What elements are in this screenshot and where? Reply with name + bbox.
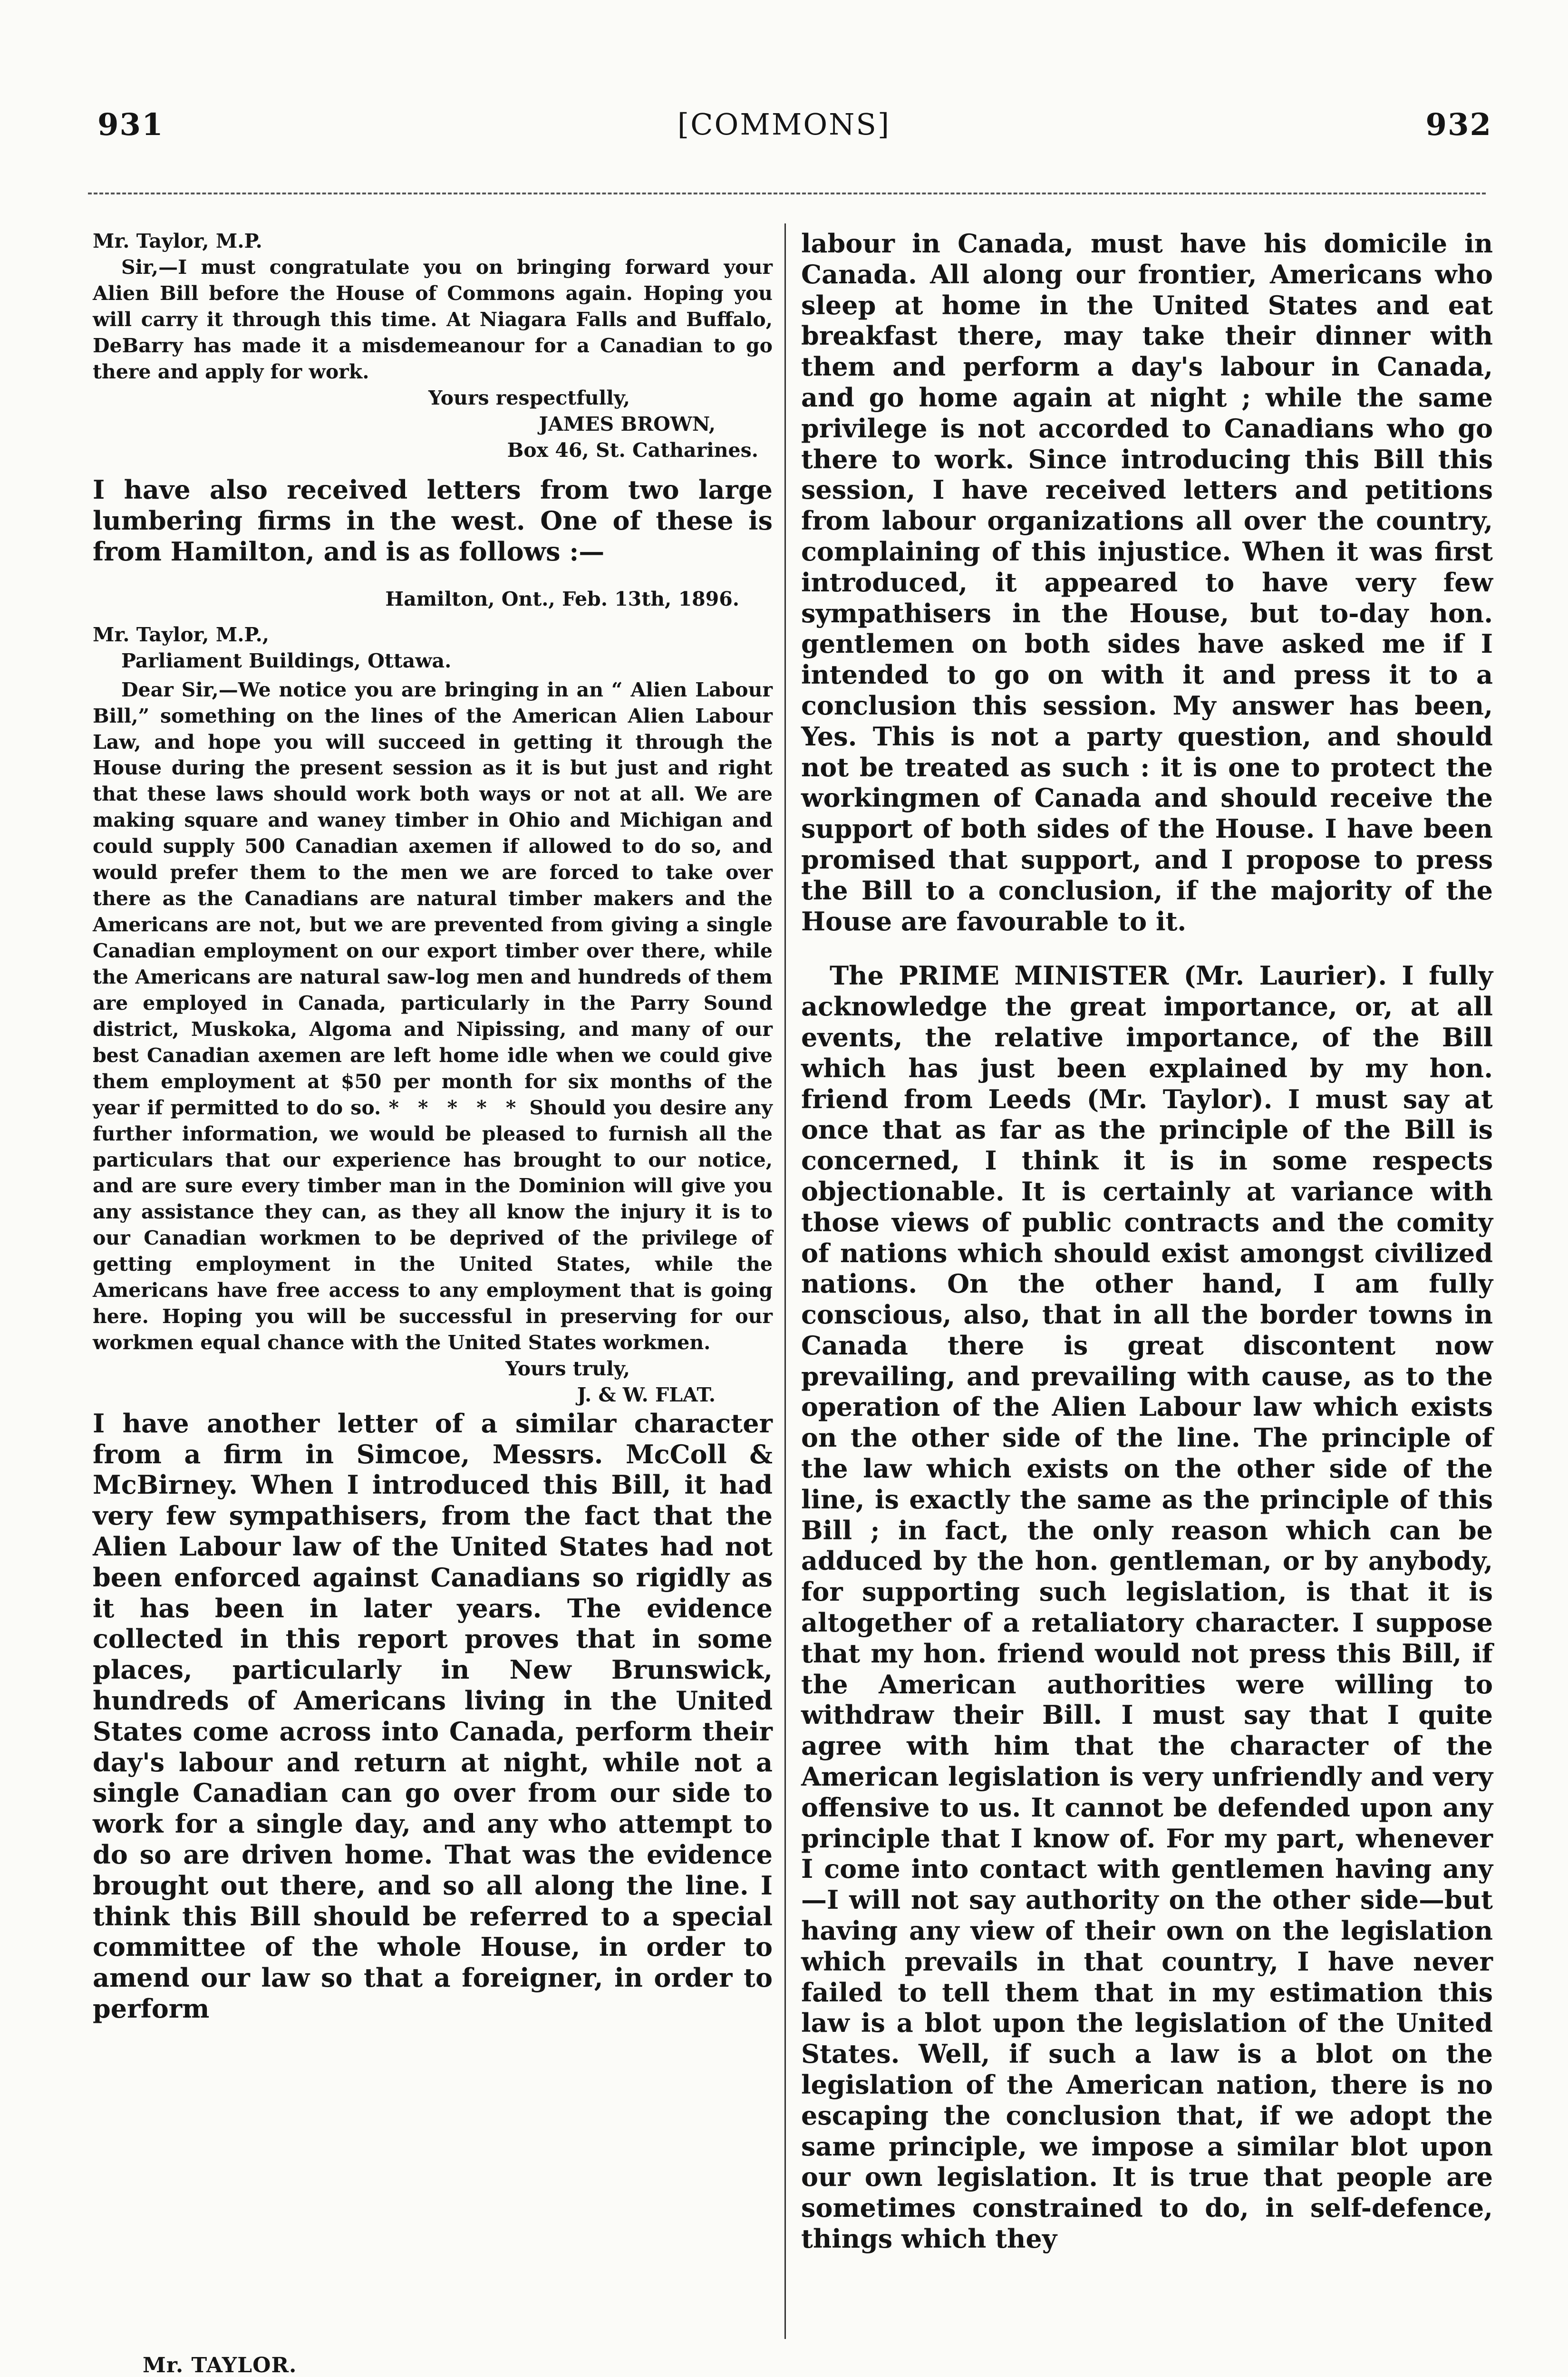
left-column [93, 228, 773, 2024]
letter2-body-b: Should you desire any further information, we would be pleased to furnish all the particulars that our experience has brought to our notice, and are sure every timber man in the Dominion will give you any assistance they can, as they all know the injury it is to our Canadian workmen to be deprived of the privilege of getting employment in the United States, while the Americans have free access to any employment that is going here. Hoping you will be successful in preserving for our workmen equal chance with the United States workmen. [93, 1096, 773, 1354]
running-head: [COMMONS] [677, 107, 891, 142]
letter2-addressee: Mr. Taylor, M.P., [93, 623, 270, 646]
letter2-signature: J. & W. FLAT. [577, 1383, 716, 1406]
letter2-body-a: Dear Sir,—We notice you are bringing in an “ Alien Labour Bill,” something on the lines of the American Alien Labour Law, and hope you will succeed in getting it through the House during the present session as it is but just and right that these laws should work both ways or not at all. We are making square and waney timber in Ohio and Michigan and could supply 500 Canadian axemen if allowed to do so, and would prefer them to the men we are forced to take over there as the Canadians are natural timber makers and the Americans are not, but we are prevented from giving a single Canadian employment on our export timber over there, while the Americans are natural saw-log men and hundreds of them are employed in Canada, particularly in the Parry Sound district, Muskoka, Algoma and Nipissing, and many of our best Canadian axemen are left home idle when we could give them employment at $50 per month for six months of the year if permitted to do so. [93, 678, 773, 1119]
page-number-left: 931 [97, 107, 164, 143]
letter1-address: Box 46, St. Catharines. [507, 438, 758, 462]
letter1-closing: Yours respectfully, [428, 386, 630, 409]
right-column [801, 228, 1493, 2254]
page-header [0, 107, 1568, 164]
letter1-addressee: Mr. Taylor, M.P. [93, 230, 262, 252]
right-paragraph-1: labour in Canada, must have his domicile in Canada. All along our frontier, Americans who sleep at home in the United States and eat breakfast there, may take their dinner with them and perform a day's labour in Canada, and go home again at night ; while the same privilege is not accorded to Canadians who go there to work. Since introducing this Bill this session, I have received letters and petitions from labour organizations all over the country, complaining of this injustice. When it was first introduced, it appeared to have very few sympathisers in the House, but to-day hon. gentlemen on both sides have asked me if I intended to go on with it and press it to a conclusion this session. My answer has been, Yes. This is not a party question, and should not be treated as such : it is one to protect the workingmen of Canada and should receive the support of both sides of the House. I have been promised that support, and I propose to press the Bill to a conclusion, if the majority of the House are favourable to it. [801, 228, 1493, 937]
letter1-body: Sir,—I must congratulate you on bringing forward your Alien Bill before the House of Commons again. Hoping you will carry it through this time. At Niagara Falls and Buffalo, DeBarry has made it a misdemeanour for a Canadian to go there and apply for work. [93, 255, 773, 383]
letter1-signature: JAMES BROWN, [539, 412, 716, 435]
letter2-dateline: Hamilton, Ont., Feb. 13th, 1896. [385, 587, 739, 610]
header-rule [88, 193, 1486, 194]
left-final-paragraph: I have another letter of a similar character from a firm in Simcoe, Messrs. McColl & McBirney. When I introduced this Bill, it had very few sympathisers, from the fact that the Alien Labour law of the United States had not been enforced against Canadians so rigidly as it has been in later years. The evidence collected in this report proves that in some places, particularly in New Brunswick, hundreds of Americans living in the United States come across into Canada, perform their day's labour and return at night, while not a single Canadian can go over from our side to work for a single day, and any who attempt to do so are driven home. That was the evidence brought out there, and so all along the line. I think this Bill should be referred to a special committee of the whole House, in order to amend our law so that a foreigner, in order to perform [93, 1408, 773, 2024]
letter2-closing: Yours truly, [505, 1357, 630, 1381]
page-number-right: 932 [1425, 107, 1492, 143]
letter2-stars: * * * * * [388, 1096, 522, 1119]
right-paragraph-2: The PRIME MINISTER (Mr. Laurier). I fully acknowledge the great importance, or, at all events, the relative importance, of the Bill which has just been explained by my hon. friend from Leeds (Mr. Taylor). I must say at once that as far as the principle of the Bill is concerned, I think it is in some respects objectionable. It is certainly at variance with those views of public contracts and the comity of nations which should exist amongst civilized nations. On the other hand, I am fully conscious, also, that in all the border towns in Canada there is great discontent now prevailing, and prevailing with cause, as to the operation of the Alien Labour law which exists on the other side of the line. The principle of the law which exists on the other side of the line, is exactly the same as the principle of this Bill ; in fact, the only reason which can be adduced by the hon. gentleman, or by anybody, for supporting such legislation, is that it is altogether of a retaliatory character. I suppose that my hon. friend would not press this Bill, if the American authorities were willing to withdraw their Bill. I must say that I quite agree with him that the character of the American legislation is very unfriendly and very offensive to us. It cannot be defended upon any principle that I know of. For my part, whenever I come into contact with gentlemen having any—I will not say authority on the other side—but having any view of their own on the legislation which prevails in that country, I have never failed to tell them that in my estimation this law is a blot upon the legislation of the United States. Well, if such a law is a blot on the legislation of the American nation, there is no escaping the conclusion that, if we adopt the same principle, we impose a similar blot upon our own legislation. It is true that people are sometimes constrained to do, in self-defence, things which they [801, 960, 1493, 2254]
intro-paragraph: I have also received letters from two large lumbering firms in the west. One of these is from Hamilton, and is as follows :— [93, 474, 773, 567]
letter2-address: Parliament Buildings, Ottawa. [121, 649, 452, 672]
page-footer: Mr. TAYLOR. [143, 2353, 297, 2377]
letter2-body [93, 677, 773, 1356]
column-divider [784, 223, 786, 2339]
